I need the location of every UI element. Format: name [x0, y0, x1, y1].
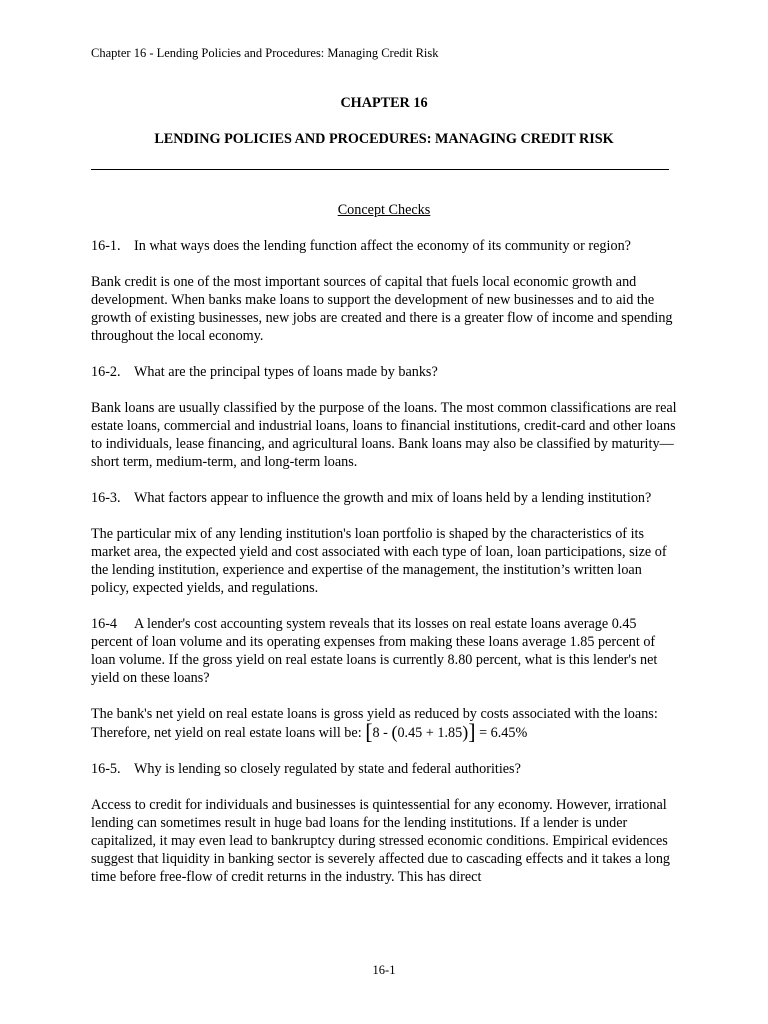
question-number: 16-1. — [91, 238, 121, 254]
question-number: 16-3. — [91, 490, 121, 506]
formula-term-a: 8 - — [372, 725, 388, 741]
question-16-3 — [91, 489, 681, 507]
formula-open-paren: ( — [391, 722, 398, 742]
formula-close-paren: ) — [462, 722, 469, 742]
question-number: 16-4 — [91, 616, 118, 632]
answer-16-5: Access to credit for individuals and businesses is quintessential for any economy. However, irrational lending can sometimes result in huge bad loans for the lending institutions. If a lender is under capitalized, it may even lead to bankruptcy during stressed economic conditions. Empirical evidences suggest that liquidity in banking sector is severely affected due to cascading effects and it takes a long time before free-flow of credit returns in the industry. This has direct — [91, 797, 671, 885]
question-number: 16-2. — [91, 364, 121, 380]
question-text: What factors appear to influence the growth and mix of loans held by a lending institution? — [134, 490, 652, 506]
section-heading: Concept Checks — [337, 202, 431, 218]
question-number: 16-5. — [91, 761, 121, 777]
page-number: 16-1 — [372, 963, 396, 977]
chapter-number: CHAPTER 16 — [340, 95, 428, 111]
answer-16-3: The particular mix of any lending institution's loan portfolio is shaped by the characteristics of its market area, the expected yield and cost associated with each type of loan, loan participations, size of the lending institution, experience and expertise of the management, the institution’s written loan policy, expected yields, and regulations. — [91, 526, 667, 596]
formula-close-bracket: ] — [468, 719, 476, 744]
question-text: What are the principal types of loans made by banks? — [134, 364, 438, 380]
net-yield-formula — [91, 719, 528, 744]
formula-open-bracket: [ — [365, 719, 373, 744]
formula-lead: Therefore, net yield on real estate loans will be: — [91, 725, 362, 741]
answer-16-2: Bank loans are usually classified by the purpose of the loans. The most common classifications are real estate loans, commercial and industrial loans, loans to financial institutions, credit-card and other loans to individuals, lease financing, and agricultural loans. Bank loans may also be classified by maturity—short term, medium-term, and long-term loans. — [91, 400, 677, 470]
document-body — [91, 237, 681, 904]
question-16-4 — [91, 615, 681, 687]
question-text: A lender's cost accounting system reveals that its losses on real estate loans average 0.45 percent of loan volume and its operating expenses from making these loans average 1.85 percent of loan volume. If the gross yield on real estate loans is currently 8.80 percent, what is this lender's net yield on these loans? — [91, 616, 658, 686]
answer-16-1: Bank credit is one of the most important sources of capital that fuels local economic growth and development. When banks make loans to support the development of new businesses and to aid the growth of existing businesses, new jobs are created and there is a greater flow of income and spending throughout the local economy. — [91, 274, 673, 344]
question-16-2 — [91, 363, 681, 381]
answer-text: The bank's net yield on real estate loans is gross yield as reduced by costs associated with the loans: — [91, 706, 658, 722]
question-text: Why is lending so closely regulated by state and federal authorities? — [134, 761, 521, 777]
question-text: In what ways does the lending function affect the economy of its community or region? — [134, 238, 631, 254]
answer-16-4 — [91, 705, 681, 742]
question-16-5 — [91, 760, 681, 778]
formula-term-b: 0.45 + 1.85 — [397, 725, 463, 741]
formula-result: = 6.45% — [479, 725, 528, 741]
title-divider — [91, 169, 669, 170]
chapter-title: LENDING POLICIES AND PROCEDURES: MANAGING CREDIT RISK — [154, 131, 614, 147]
question-16-1 — [91, 237, 681, 255]
running-header: Chapter 16 - Lending Policies and Procedures: Managing Credit Risk — [91, 46, 439, 60]
